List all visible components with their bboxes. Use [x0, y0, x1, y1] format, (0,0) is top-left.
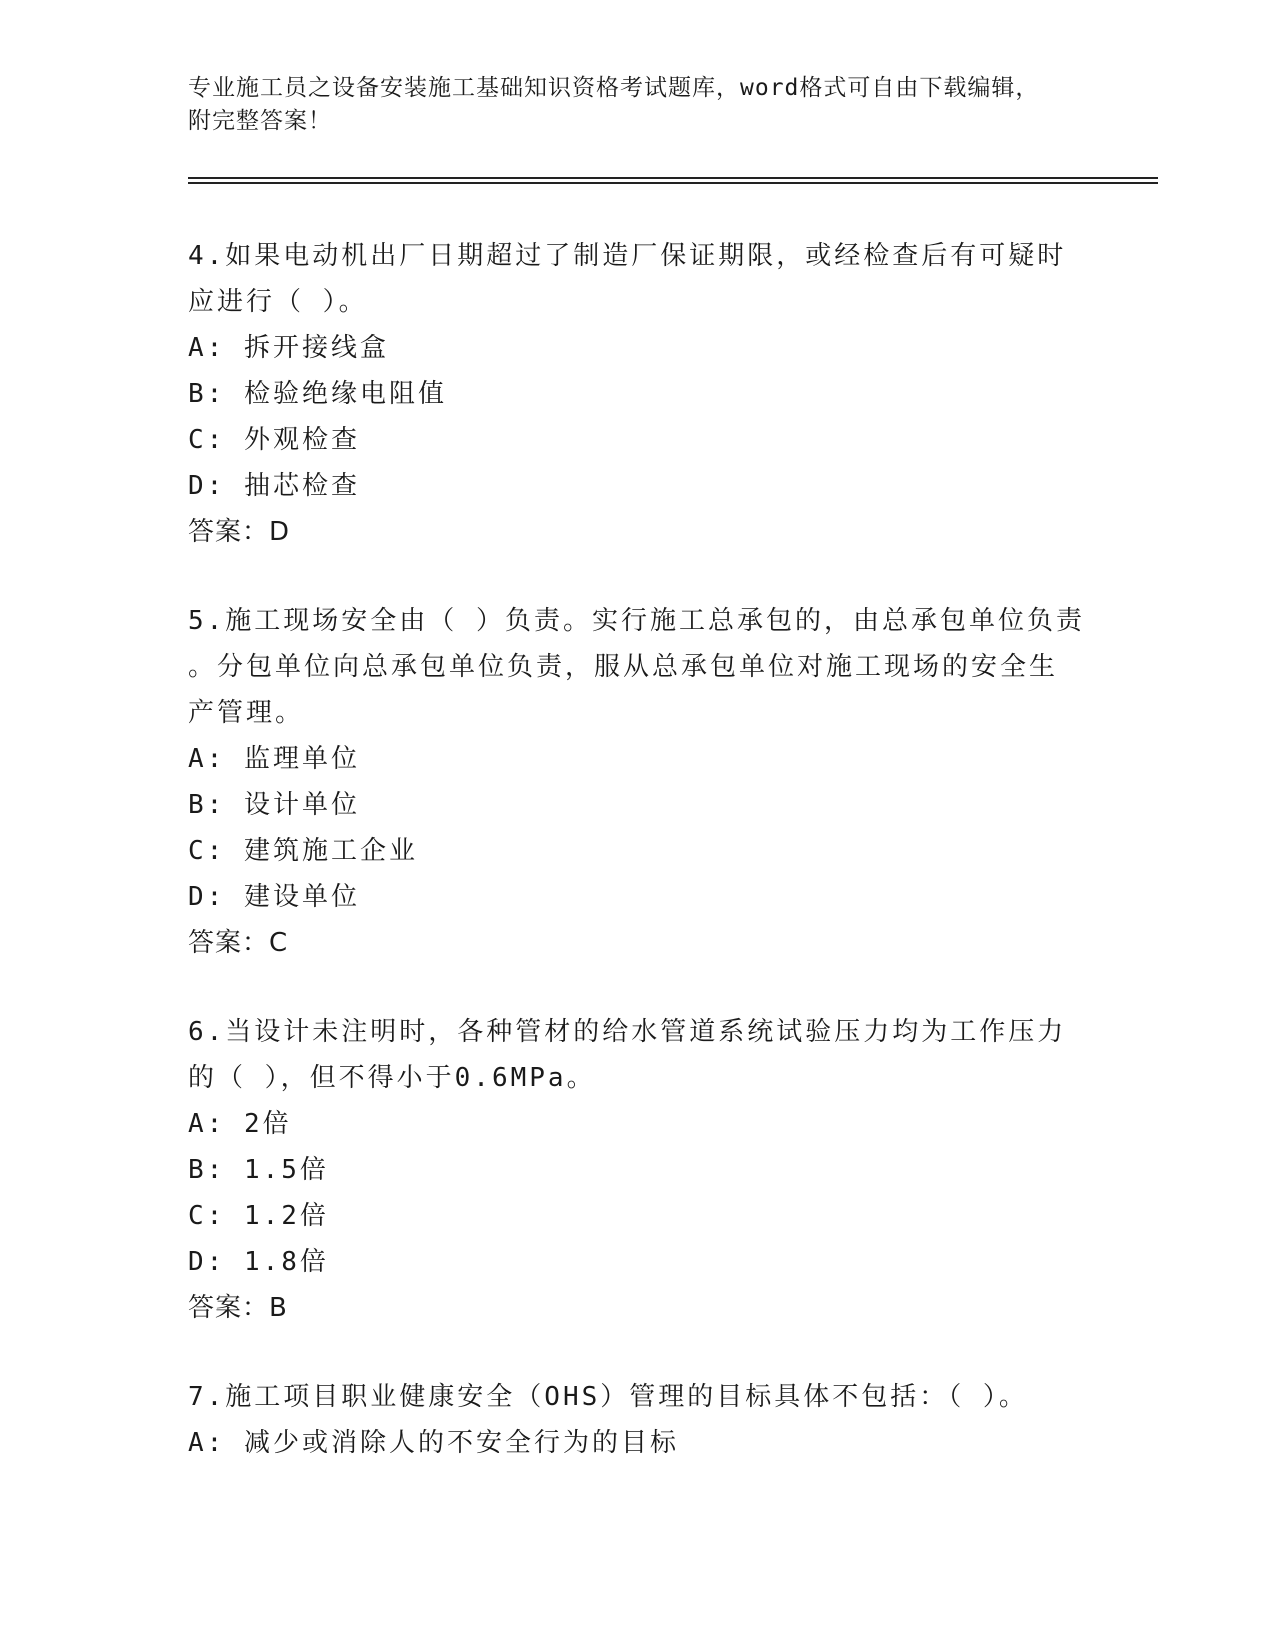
- option-b: B: 检验绝缘电阻值: [188, 379, 447, 409]
- question-stem: [188, 598, 1088, 736]
- question-7: [188, 1374, 1088, 1466]
- option-a: A: 2倍: [188, 1109, 292, 1139]
- stem-line: 6.当设计未注明时，各种管材的给水管道系统试验压力均为工作压力: [188, 1017, 1067, 1047]
- stem-line: 应进行（ ）。: [188, 287, 368, 317]
- stem-line: 产管理。: [188, 698, 305, 728]
- option-a: A: 减少或消除人的不安全行为的目标: [188, 1428, 679, 1458]
- answer-line: 答案：D: [188, 517, 291, 547]
- option-b: B: 设计单位: [188, 790, 360, 820]
- option-d: D: 1.8倍: [188, 1247, 329, 1277]
- option-d: D: 建设单位: [188, 882, 360, 912]
- header-line-1: 专业施工员之设备安装施工基础知识资格考试题库，word格式可自由下载编辑，: [188, 75, 1040, 101]
- document-header: [188, 72, 1088, 138]
- answer-line: 答案：B: [188, 1293, 288, 1323]
- option-c: C: 建筑施工企业: [188, 836, 418, 866]
- header-line-2: 附完整答案！: [188, 108, 332, 134]
- answer-line: 答案：C: [188, 928, 289, 958]
- stem-line: 4.如果电动机出厂日期超过了制造厂保证期限，或经检查后有可疑时: [188, 241, 1067, 271]
- question-stem: [188, 1374, 1088, 1420]
- option-a: A: 拆开接线盒: [188, 333, 389, 363]
- question-6: [188, 1009, 1088, 1331]
- option-c: C: 1.2倍: [188, 1201, 329, 1231]
- stem-line: 7.施工项目职业健康安全（OHS）管理的目标具体不包括：（ ）。: [188, 1382, 1028, 1412]
- stem-line: 5.施工现场安全由（ ）负责。实行施工总承包的，由总承包单位负责: [188, 606, 1085, 636]
- option-d: D: 抽芯检查: [188, 471, 360, 501]
- header-divider-top: [188, 177, 1158, 179]
- header-divider-bottom: [188, 182, 1158, 184]
- question-4: [188, 233, 1088, 555]
- question-list: [188, 233, 1088, 1509]
- option-c: C: 外观检查: [188, 425, 360, 455]
- question-stem: [188, 233, 1088, 325]
- option-a: A: 监理单位: [188, 744, 360, 774]
- option-b: B: 1.5倍: [188, 1155, 329, 1185]
- stem-line: 。分包单位向总承包单位负责，服从总承包单位对施工现场的安全生: [188, 652, 1059, 682]
- question-stem: [188, 1009, 1088, 1101]
- question-5: [188, 598, 1088, 966]
- stem-line: 的（ ），但不得小于0.6MPa。: [188, 1063, 596, 1093]
